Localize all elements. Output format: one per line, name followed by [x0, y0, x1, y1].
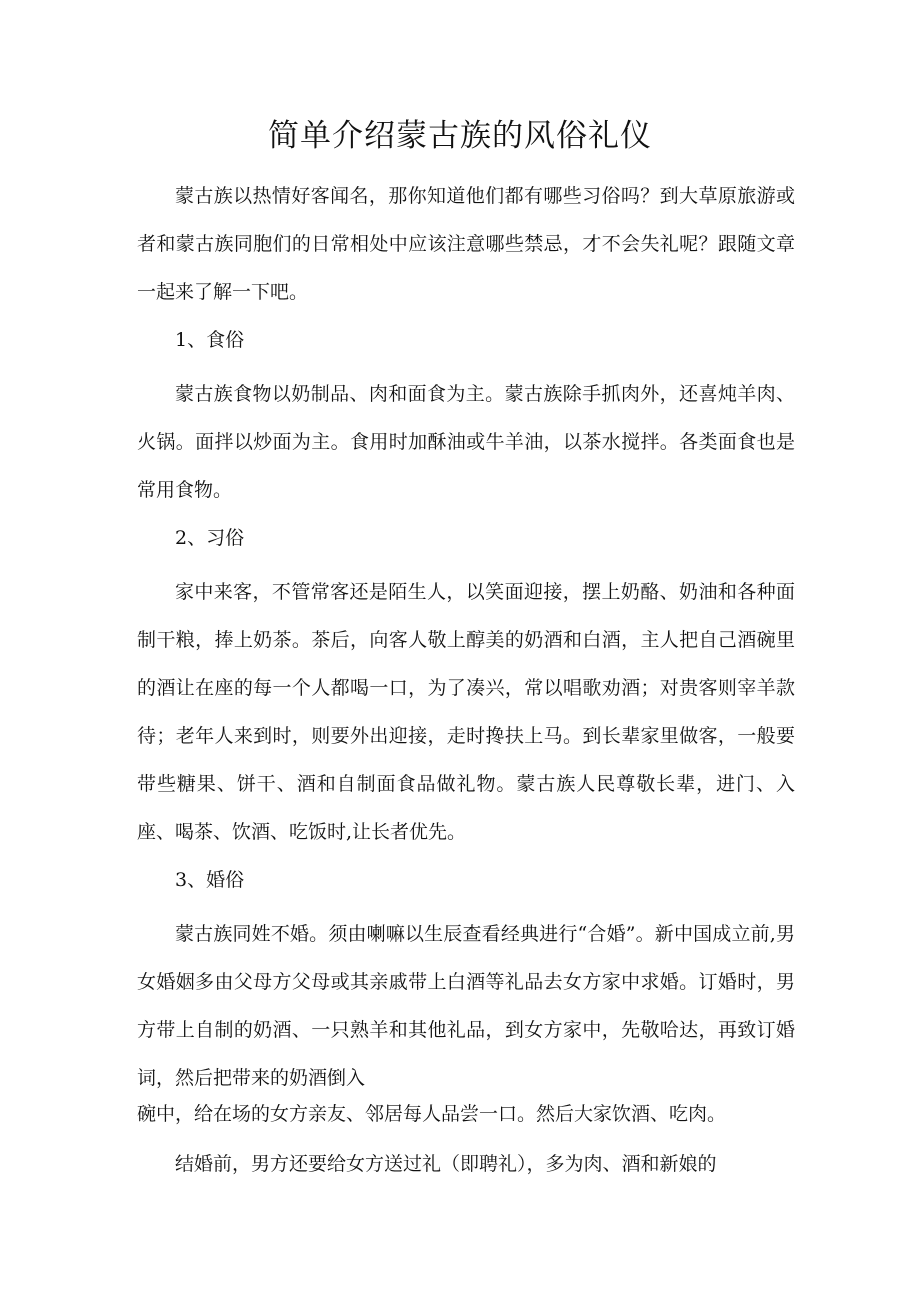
document-body — [137, 172, 795, 1188]
marriage-paragraph-continued: 碗中，给在场的女方亲友、邻居每人品尝一口。然后大家饮酒、吃肉。 — [137, 1103, 727, 1125]
document-title: 简单介绍蒙古族的风俗礼仪 — [268, 118, 652, 154]
marriage-paragraph: 蒙古族同姓不婚。须由喇嘛以生辰查看经典进行“合婚”。新中国成立前,男女婚姻多由父母方父母或其亲戚带上白酒等礼品去女方家中求婚。订婚时，男方带上自制的奶酒、一只熟羊和其他礼品，到女方家中，先敬哈达，再致订婚词，然后把带来的奶酒倒入 — [137, 923, 795, 1089]
intro-paragraph: 蒙古族以热情好客闻名，那你知道他们都有哪些习俗吗？到大草原旅游或者和蒙古族同胞们的日常相处中应该注意哪些禁忌，才不会失礼呢？跟随文章一起来了解一下吧。 — [137, 185, 795, 303]
customs-paragraph: 家中来客，不管常客还是陌生人，以笑面迎接，摆上奶酪、奶油和各种面制干粮，捧上奶茶。茶后，向客人敬上醇美的奶酒和白酒，主人把自己酒碗里的酒让在座的每一个人都喝一口，为了凑兴，常以唱歌劝酒；对贵客则宰羊款待；老年人来到时，则要外出迎接，走时搀扶上马。到长辈家里做客，一般要带些糖果、饼干、酒和自制面食品做礼物。蒙古族人民尊敬长辈，进门、入座、喝茶、饮酒、吃饭时,让长者优先。 — [137, 581, 795, 843]
section-heading-food: 1、食俗 — [175, 329, 245, 351]
marriage-paragraph-2: 结婚前，男方还要给女方送过礼（即聘礼），多为肉、酒和新娘的 — [175, 1153, 717, 1175]
section-heading-marriage: 3、婚俗 — [175, 869, 245, 891]
section-heading-customs: 2、习俗 — [175, 527, 245, 549]
food-paragraph: 蒙古族食物以奶制品、肉和面食为主。蒙古族除手抓肉外，还喜炖羊肉、火锅。面拌以炒面为主。食用时加酥油或牛羊油，以茶水搅拌。各类面食也是常用食物。 — [137, 383, 795, 501]
